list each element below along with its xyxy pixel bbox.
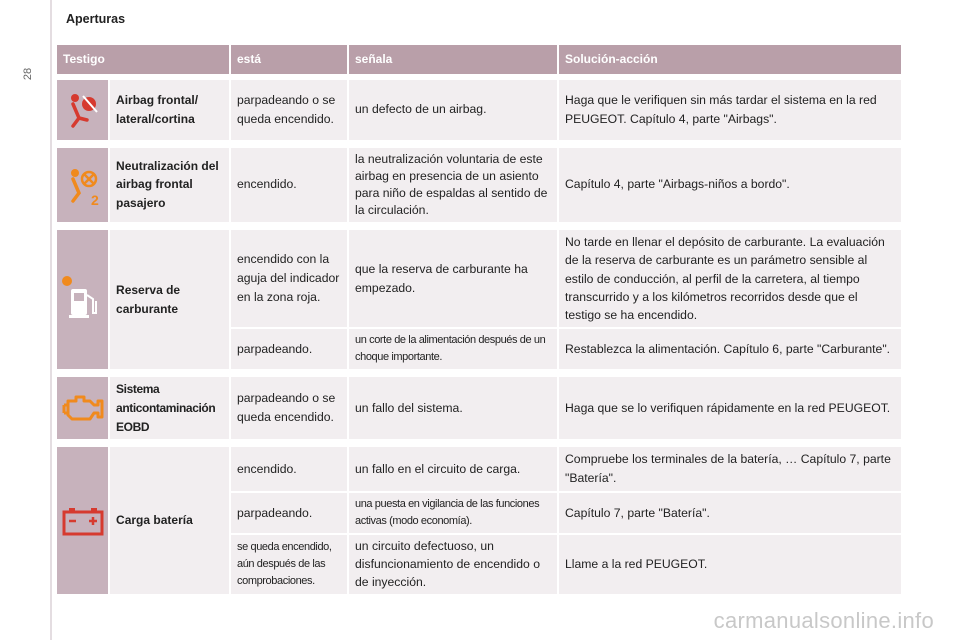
row-action: No tarde en llenar el depósito de carburante. La evaluación de la reserva de carburante es un parámetro sensible al estilo de conducción, al perfil de la carretera, al tiempo transcurrido y a los kilómetros recorridos desde que el testigo se ha encendido. [559, 230, 903, 329]
row-name: Airbag frontal/ lateral/cortina [110, 80, 231, 142]
table-row [57, 148, 903, 224]
section-title: Aperturas [66, 12, 126, 26]
margin-rule [50, 0, 52, 640]
row-meaning-2: un corte de la alimentación después de un choque importante. [349, 329, 559, 371]
row-action: Compruebe los terminales de la batería, … Capítulo 7, parte "Batería". [559, 447, 903, 493]
row-state: encendido. [231, 447, 349, 493]
table-row [57, 80, 903, 142]
row-meaning: un fallo del sistema. [349, 377, 559, 441]
row-state-2: parpadeando. [231, 329, 349, 371]
airbag-icon-head [71, 94, 79, 102]
row-action-2: Capítulo 7, parte "Batería". [559, 493, 903, 535]
row-action: Haga que le verifiquen sin más tardar el sistema en la red PEUGEOT. Capítulo 4, parte "Airbags". [559, 80, 903, 142]
row-meaning-3: un circuito defectuoso, un disfuncionamiento de encendido o de inyección. [349, 535, 559, 596]
row-state-2: parpadeando. [231, 493, 349, 535]
row-meaning: un defecto de un airbag. [349, 80, 559, 142]
watermark: carmanualsonline.info [713, 608, 934, 633]
row-state: encendido. [231, 148, 349, 224]
row-name: Neutralización del airbag frontal pasajero [110, 148, 231, 224]
row-state: encendido con la aguja del indicador en la zona roja. [231, 230, 349, 329]
row-name: Reserva de carburante [110, 230, 231, 372]
row-action: Capítulo 4, parte "Airbags-niños a bordo". [559, 148, 903, 224]
battery-icon [57, 447, 110, 596]
row-meaning: un fallo en el circuito de carga. [349, 447, 559, 493]
table-row [57, 447, 903, 493]
row-name: Sistema anticontaminación EOBD [110, 377, 231, 441]
row-meaning-2: una puesta en vigilancia de las funciones activas (modo economía). [349, 493, 559, 535]
engine-icon [57, 377, 110, 441]
row-meaning: que la reserva de carburante ha empezado. [349, 230, 559, 329]
row-meaning: la neutralización voluntaria de este airbag en presencia de un asiento para niño de espaldas al sentido de la circulación. [349, 148, 559, 224]
header-testigo: Testigo [57, 45, 231, 74]
row-action: Haga que se lo verifiquen rápidamente en la red PEUGEOT. [559, 377, 903, 441]
page-number: 28 [22, 67, 35, 81]
row-state: parpadeando o se queda encendido. [231, 377, 349, 441]
row-action-3: Llame a la red PEUGEOT. [559, 535, 903, 596]
row-state-3: se queda encendido, aún después de las comprobaciones. [231, 535, 349, 596]
warning-lights-table [57, 45, 903, 596]
table-row [57, 377, 903, 441]
table-row [57, 230, 903, 329]
svg-text:2: 2 [90, 191, 99, 207]
row-state: parpadeando o se queda encendido. [231, 80, 349, 142]
table-header-row [57, 45, 903, 74]
header-senala: señala [349, 45, 559, 74]
header-solucion: Solución-acción [559, 45, 903, 74]
fuel-pump-icon [57, 230, 110, 372]
row-name: Carga batería [110, 447, 231, 596]
airbag-icon [57, 80, 110, 142]
airbag-off-icon [57, 148, 110, 224]
header-esta: está [231, 45, 349, 74]
row-action-2: Restablezca la alimentación. Capítulo 6, parte "Carburante". [559, 329, 903, 371]
